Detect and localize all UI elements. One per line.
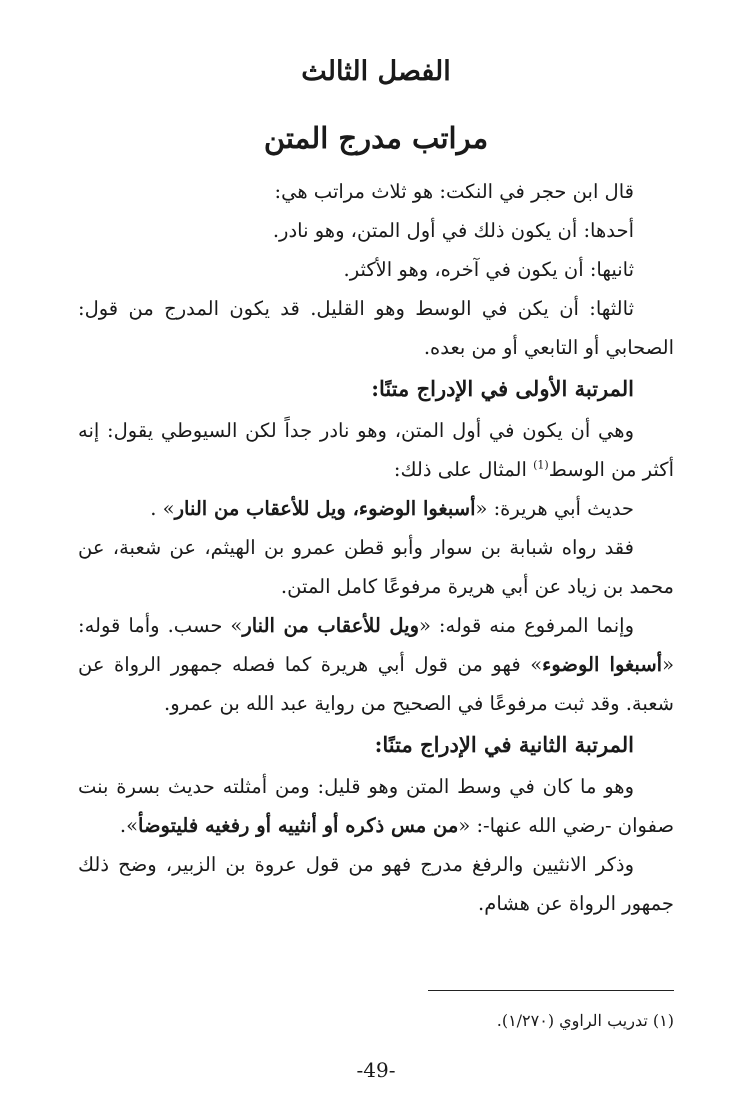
- section1-hadith: [78, 489, 674, 528]
- section2-para1-quote: من مس ذكره أو أنثييه أو رفغيه فليتوضأ: [138, 814, 459, 837]
- section2-para1-text-b: ».: [119, 814, 139, 837]
- section2-para1-text-a: وهو ما كان في وسط المتن وهو قليل: ومن أمثلته حديث بسرة بنت صفوان -رضي الله عنها-: «: [78, 775, 674, 837]
- footnote: (١) تدريب الراوي (١/٢٧٠).: [496, 1011, 674, 1030]
- body-text: [78, 172, 674, 923]
- section1-heading: المرتبة الأولى في الإدراج متنًا:: [371, 376, 634, 401]
- section1-paragraph-2: فقد رواه شبابة بن سوار وأبو قطن عمرو بن الهيثم، عن شعبة، عن محمد بن زياد عن أبي هريرة مرفوعًا كامل المتن.: [78, 536, 674, 598]
- page-number: -49-: [356, 1058, 396, 1082]
- footnote-divider: [428, 990, 674, 991]
- section2-paragraph-1: [78, 767, 674, 845]
- section2-paragraph-2: وذكر الانثيين والرفغ مدرج فهو من قول عروة بن الزبير، وضح ذلك جمهور الرواة عن هشام.: [78, 853, 674, 915]
- intro-line-2: أحدها: أن يكون ذلك في أول المتن، وهو نادر.: [272, 219, 634, 242]
- intro-line-4: ثالثها: أن يكن في الوسط وهو القليل. قد يكون المدرج من قول: الصحابي أو التابعي أو من بعده.: [78, 297, 674, 359]
- section1-paragraph-1: [78, 411, 674, 489]
- main-title: مراتب مدرج المتن: [263, 121, 489, 155]
- intro-line-1: قال ابن حجر في النكت: هو ثلاث مراتب هي:: [274, 180, 634, 203]
- hadith-quote: أسبغوا الوضوء، ويل للأعقاب من النار: [174, 497, 476, 520]
- section1-paragraph-3: [78, 606, 674, 723]
- chapter-title: الفصل الثالث: [301, 56, 451, 87]
- footnote-marker[interactable]: (1): [533, 458, 549, 472]
- section1-para3-text-c: » فهو من قول أبي هريرة كما فصله جمهور الرواة عن شعبة. وقد ثبت مرفوعًا في الصحيح من رواية عبد الله بن عمرو.: [78, 653, 674, 715]
- section2-heading: المرتبة الثانية في الإدراج متنًا:: [374, 732, 634, 757]
- intro-line-3: ثانيها: أن يكون في آخره، وهو الأكثر.: [343, 258, 634, 281]
- section1-para3-text-b: » حسب. وأما قوله: «: [78, 614, 675, 676]
- hadith-suffix: » .: [150, 497, 175, 520]
- section1-para1-text-a: وهي أن يكون في أول المتن، وهو نادر جداً لكن السيوطي يقول: إنه أكثر من الوسط: [78, 419, 674, 481]
- section1-para1-text-b: المثال على ذلك:: [393, 458, 534, 481]
- section1-para3-quote-1: ويل للأعقاب من النار: [242, 614, 419, 637]
- section1-para3-text-a: وإنما المرفوع منه قوله: «: [419, 614, 634, 637]
- hadith-prefix: حديث أبي هريرة: «: [475, 497, 634, 520]
- section1-para3-quote-2: أسبغوا الوضوء: [542, 653, 663, 676]
